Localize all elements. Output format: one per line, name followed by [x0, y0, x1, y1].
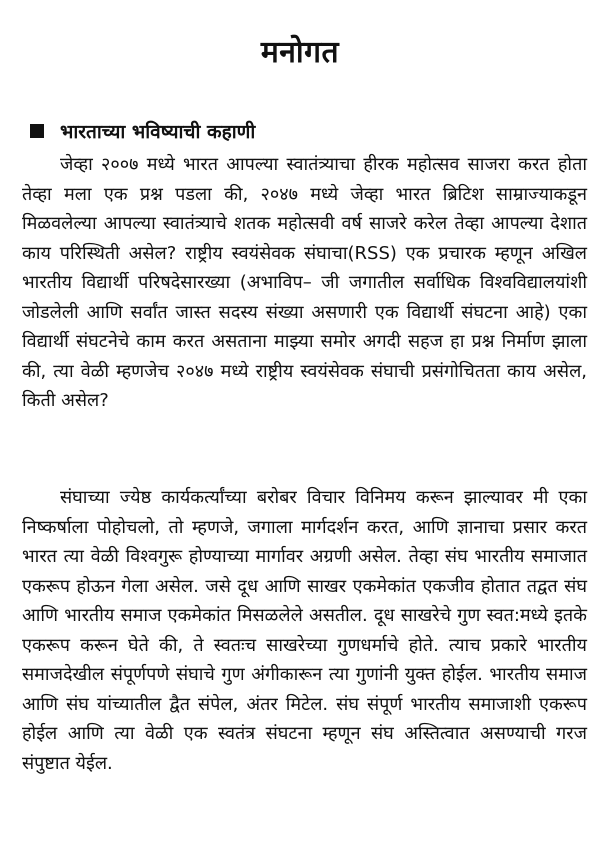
paragraph-1: जेव्हा २००७ मध्ये भारत आपल्या स्वातंत्र्याचा हीरक महोत्सव साजरा करत होता तेव्हा मला एक प्रश्न पडला की, २०४७ मध्ये जेव्हा भारत ब्रिटिश साम्राज्याकडून मिळवलेल्या आपल्या स्वातंत्र्याचे शतक महोत्सवी वर्ष साजरे करेल तेव्हा आपल्या देशात काय परिस्थिती असेल? राष्ट्रीय स्वयंसेवक संघाचा(RSS) एक प्रचारक म्हणून अखिल भारतीय विद्यार्थी परिषदेसारख्या (अभाविप– जी जगातील सर्वाधिक विश्वविद्यालयांशी जोडलेली आणि सर्वांत जास्त सदस्य संख्या असणारी एक विद्यार्थी संघटना आहे) एका विद्यार्थी संघटनेचे काम करत असताना माझ्या समोर अगदी सहज हा प्रश्न निर्माण झाला की, त्या वेळी म्हणजेच २०४७ मध्ये राष्ट्रीय स्वयंसेवक संघाची प्रसंगोचितता काय असेल, किती असेल?	[22, 154, 587, 411]
page-title: मनोगत	[260, 35, 340, 70]
section-heading	[30, 118, 255, 144]
section-heading-text: भारताच्या भविष्याची कहाणी	[60, 121, 256, 143]
paragraph-2: संघाच्या ज्येष्ठ कार्यकर्त्यांच्या बरोबर विचार विनिमय करून झाल्यावर मी एका निष्कर्षाला पोहोचलो, तो म्हणजे, जगाला मार्गदर्शन करत, आणि ज्ञानाचा प्रसार करत भारत त्या वेळी विश्वगुरू होण्याच्या मार्गावर अग्रणी असेल. तेव्हा संघ भारतीय समाजात एकरूप होऊन गेला असेल. जसे दूध आणि साखर एकमेकांत एकजीव होतात तद्वत संघ आणि भारतीय समाज एकमेकांत मिसळलेले असतील. दूध साखरेचे गुण स्वत:मध्ये इतके एकरूप करून घेते की, ते स्वतःच साखरेच्या गुणधर्माचे होते. त्याच प्रकारे भारतीय समाजदेखील संपूर्णपणे संघाचे गुण अंगीकारून त्या गुणांनी युक्त होईल. भारतीय समाज आणि संघ यांच्यातील द्वैत संपेल, अंतर मिटेल. संघ संपूर्ण भारतीय समाजाशी एकरूप होईल आणि त्या वेळी एक स्वतंत्र संघटना म्हणून संघ अस्तित्वात असण्याची गरज संपुष्टात येईल.	[22, 487, 587, 774]
square-bullet-icon	[30, 124, 44, 138]
